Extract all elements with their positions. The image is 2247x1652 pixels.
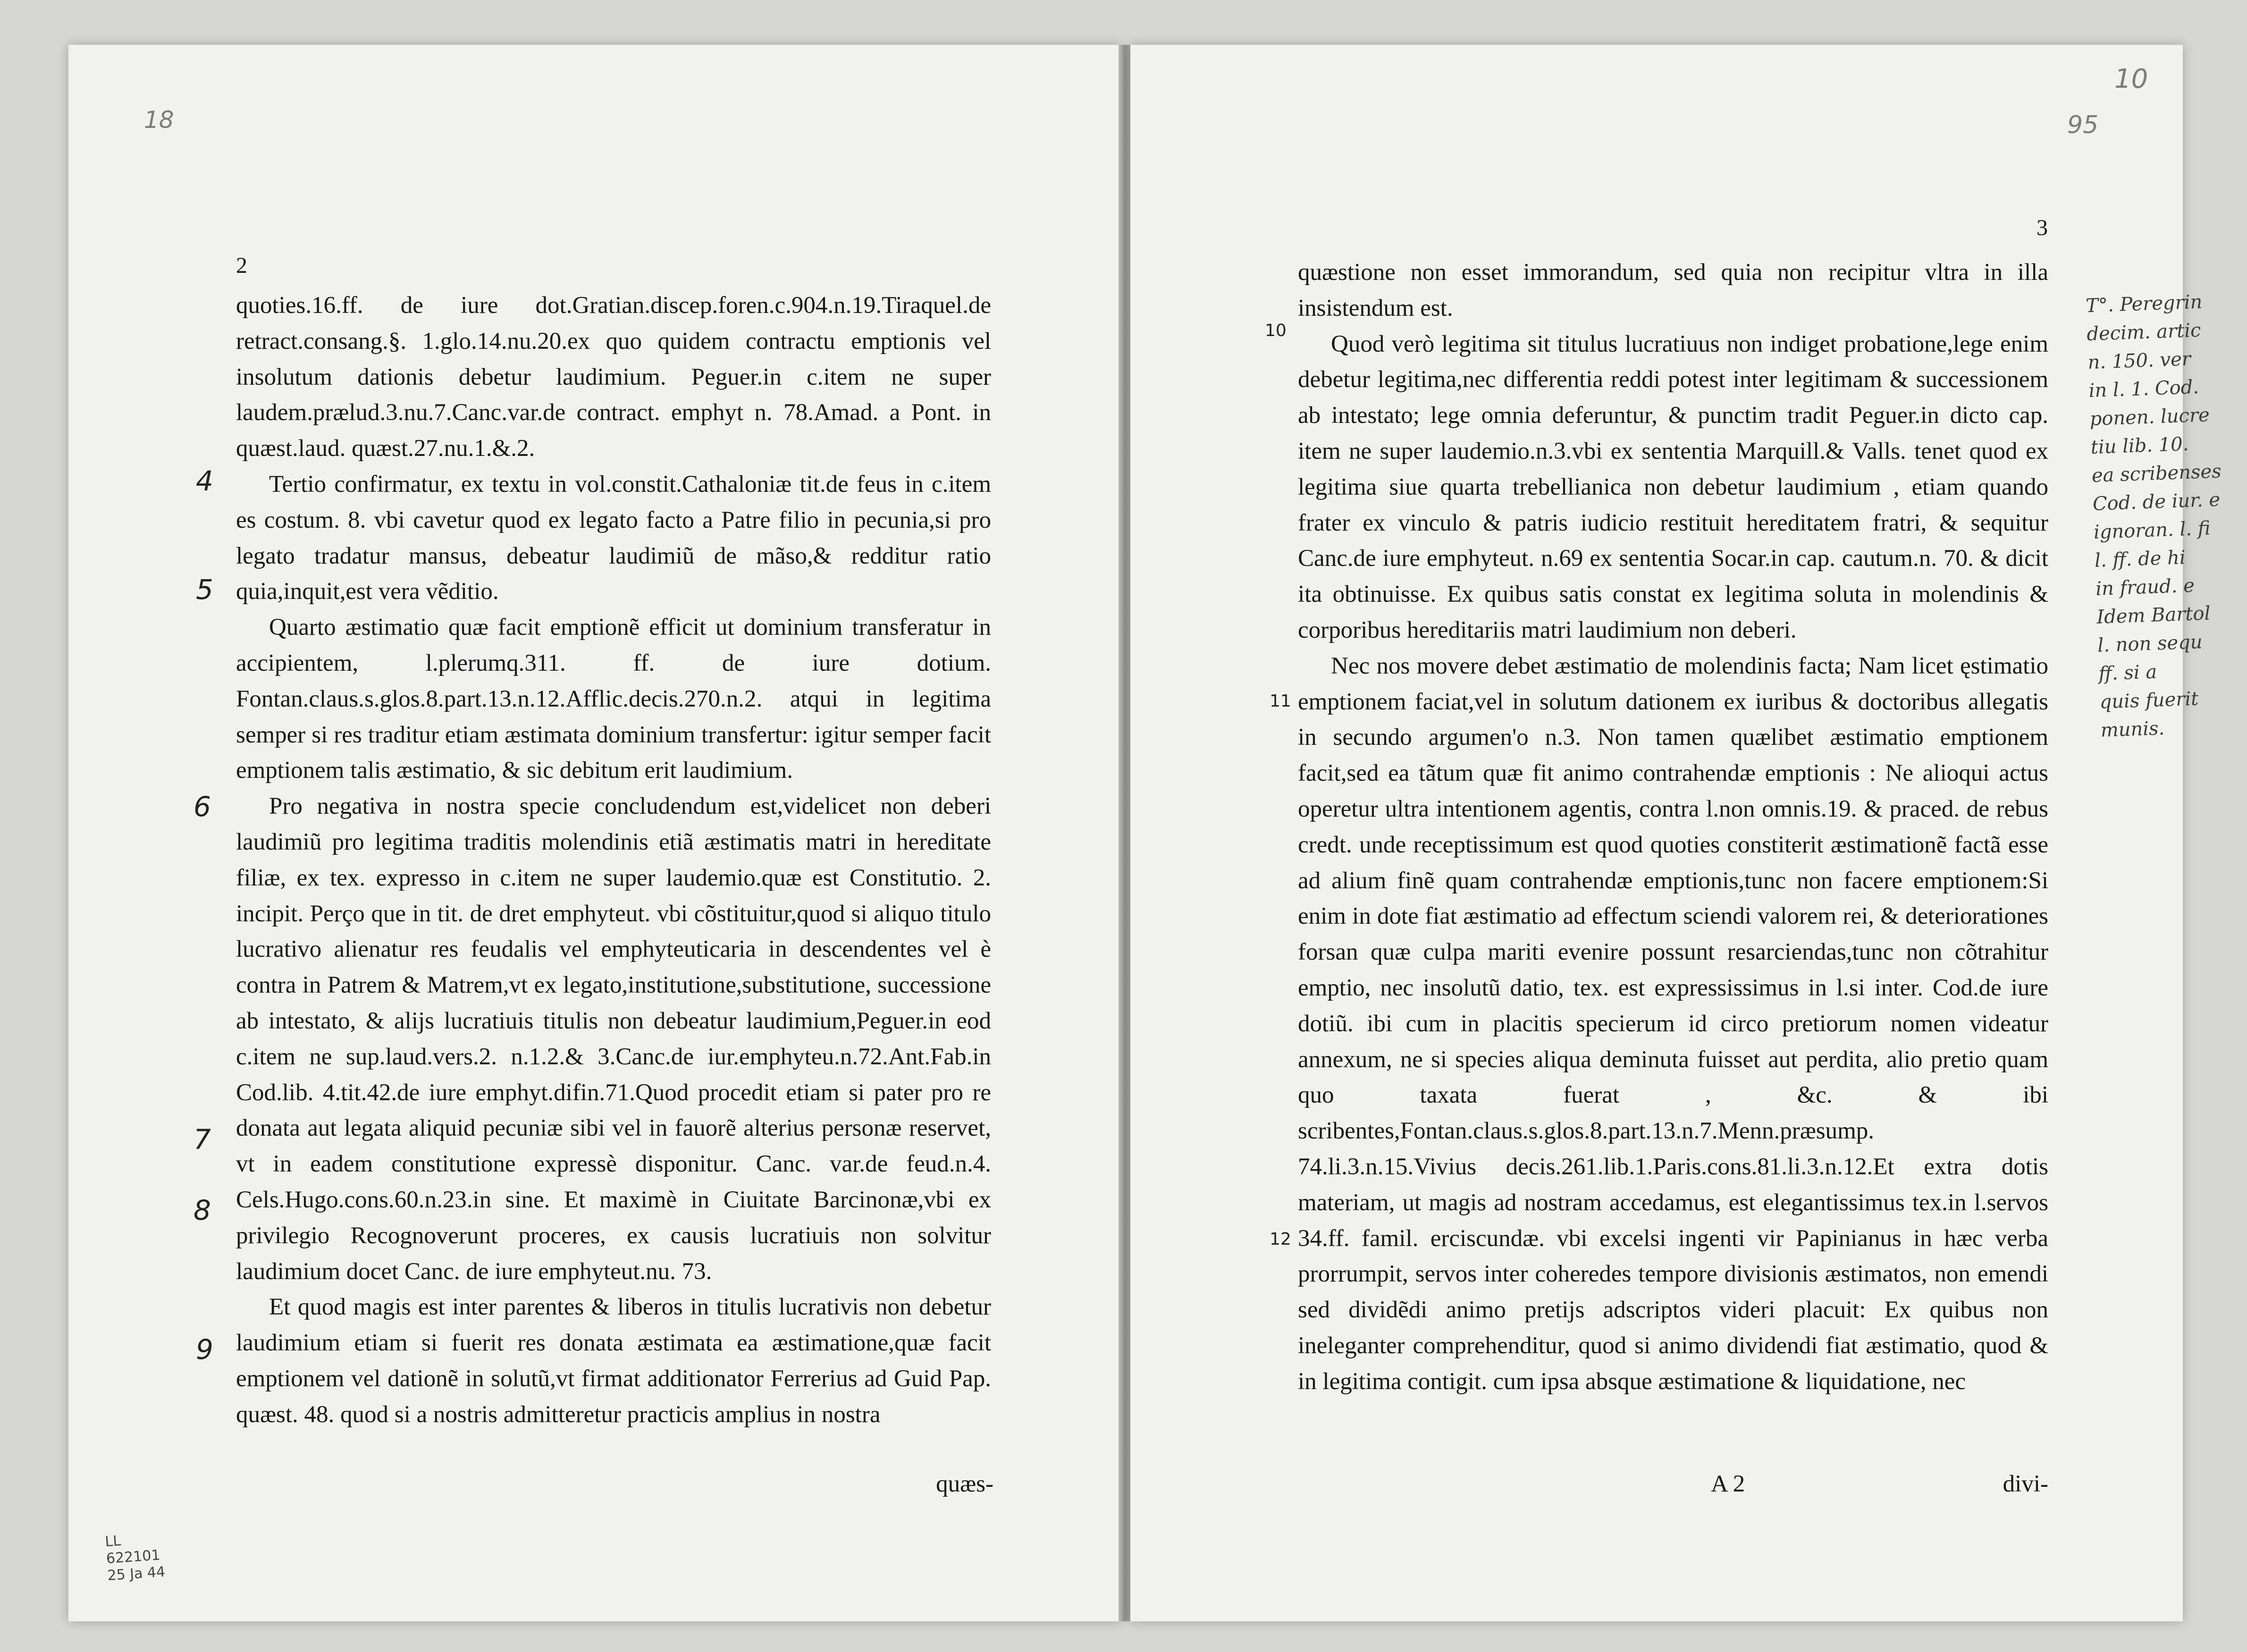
note-line: ignoran. l. fi — [2093, 517, 2211, 544]
note-line: quis fuerit — [2099, 688, 2199, 713]
folio-pencil: 95 — [2067, 111, 2099, 139]
margin-number: 12 — [1270, 1230, 1291, 1249]
right-page — [1130, 45, 2222, 1621]
paragraph: Pro negativa in nostra specie concludendum est,videlicet non deberi laudimiũ pro legitima traditis molendinis etiã æstimatis matri in hereditate filiæ, ex tex. expresso in c.item ne super laudemio.quæ est Constitutio. 2. incipit. Perço que in tit. de dret emphyteut. vbi cõstituitur,quod si aliquo titulo lucrativo alienatur res feudalis vel emphyteuticaria in descendentes vel è contra in Patrem & Matrem,vt ex legato,institutione,substitutione, successione ab intestato, & alijs lucratiuis titulis non debeatur laudimium,Peguer.in eod c.item ne sup.laud.vers.2. n.1.2.& 3.Canc.de iur.emphyteu.n.72.Ant.Fab.in Cod.lib. 4.tit.42.de iure emphyt.difin.71.Quod procedit etiam si pater pro re donata aut legata aliquid pecuniæ sibi vel in fauorẽ alterius personæ reservet, vt in eadem constitutione expressè disponitur. Canc. var.de feud.n.4. Cels.Hugo.cons.60.n.23.in sine. Et maximè in Ciuitate Barcinonæ,vbi ex privilegio Recognoverunt proceres, ex causis lucratiuis non solvitur laudimium docet Canc. de iure emphyteut.nu. 73. — [236, 793, 991, 1285]
right-text-column — [1298, 255, 2048, 1400]
note-line: ponen. lucre — [2089, 404, 2210, 430]
note-line: in fraud. e — [2095, 574, 2195, 600]
margin-number: 8 — [194, 1194, 211, 1226]
left-page — [68, 45, 1121, 1621]
note-line: l. ff. de hi — [2094, 547, 2186, 572]
note-line: ea scribenses — [2091, 460, 2222, 487]
stamp-line: 25 Ja 44 — [107, 1563, 166, 1585]
margin-number: 10 — [1265, 321, 1287, 340]
catchword-right: divi- — [2003, 1471, 2048, 1497]
note-line: tiu lib. 10. — [2090, 433, 2189, 459]
paragraph: Quarto æstimatio quæ facit emptionẽ efficit ut dominium transferatur in accipientem, l.plerumq.311. ff. de iure dotium. Fontan.claus.s.glos.8.part.13.n.12.Afflic.decis.270.n.2. atqui in legitima semper si res traditur etiam æstimata dominium transfertur: igitur semper facit emptionem talis æstimatio, & sic debitum erit laudimium. — [236, 614, 991, 784]
left-text-column — [236, 288, 991, 1433]
note-line: Idem Bartol — [2096, 602, 2211, 628]
note-line: in l. 1. Cod. — [2088, 376, 2199, 402]
library-stamp — [104, 1530, 166, 1585]
page-number-left: 2 — [236, 253, 247, 278]
signature-mark: A 2 — [1711, 1471, 1745, 1497]
margin-number: 6 — [194, 791, 211, 823]
paragraph: quæstione non esset immorandum, sed quia non recipitur vltra in illa insistendum est. — [1298, 259, 2048, 321]
note-line: decim. artic — [2086, 319, 2202, 346]
stamp-line: 622101 — [105, 1547, 161, 1568]
note-line: munis. — [2100, 717, 2165, 742]
note-line: Cod. de iur. e — [2092, 489, 2221, 515]
stamp-line: LL — [104, 1533, 122, 1551]
margin-number: 11 — [1270, 691, 1291, 711]
folio-mark: 10 — [2114, 64, 2148, 94]
page-number-right: 3 — [2037, 215, 2048, 240]
catchword-left: quæs- — [936, 1471, 993, 1497]
margin-number: 4 — [196, 465, 213, 497]
paragraph: Nec nos movere debet æstimatio de molendinis facta; Nam licet ęstimatio emptionem faciat,vel in solutum dationem ex iuribus & doctoribus allegatis in secundo argumen'o n.3. Non tamen quælibet æstimatio emptionem facit,sed ea tãtum quæ fit animo contrahendæ emptionis : Ne alioqui actus operetur ultra intentionem agentis, contra l.non omnis.19. & praced. de rebus credt. unde receptissimum est quod quoties constiterit æstimationẽ factã esse ad alium finẽ quam contrahendæ emptionis,tunc non facere emptionem:Si enim in dote fiat æstimatio ad effectum sciendi valorem rei, & deteriorationes forsan quæ culpa mariti evenire possunt resarciendas,tunc non cõtrahitur emptio, nec insolutũ datio, tex. est expressissimus in l.si inter. Cod.de iure dotiũ. ibi cum in placitis specierum id circo pretiorum nomen videatur annexum, ne si species aliqua deminuta fuisset aut perdita, alio pretio quam quo taxata fuerat , &c. & ibi scribentes,Fontan.claus.s.glos.8.part.13.n.7.Menn.præsump. 74.li.3.n.15.Vivius decis.261.lib.1.Paris.cons.81.li.3.n.12.Et extra dotis materiam, ut magis ad nostram accedamus, est elegantissimus tex.in l.servos 34.ff. famil. erciscundæ. vbi excelsi ingenti vir Papinianus in hæc verba prorrumpit, servos inter coheredes tempore divisionis æstimatos, non emendi sed dividẽdi animo pretijs adscriptos videri placuit: Ex quibus non ineleganter comprehenditur, quod si animo dividendi fiat æstimatio, quod & in legitima contigit. cum ipsa absque æstimatione & liquidatione, nec — [1298, 652, 2048, 1395]
note-line: ff. si a — [2098, 661, 2157, 685]
margin-number: 5 — [196, 573, 213, 606]
note-line: l. non sequ — [2097, 631, 2203, 657]
handwritten-margin-note — [2085, 289, 2222, 745]
paragraph: quoties.16.ff. de iure dot.Gratian.discep.foren.c.904.n.19.Tiraquel.de retract.consang.§. 1.glo.14.nu.20.ex quo quidem contractu emptionis vel insolutum dationis debetur laudimium. Peguer.in c.item ne super laudem.prælud.3.nu.7.Canc.var.de contract. emphyt n. 78.Amad. a Pont. in quæst.laud. quæst.27.nu.1.&.2. — [236, 292, 991, 462]
paragraph: Quod verò legitima sit titulus lucratiuus non indiget probatione,lege enim debetur legitima,nec differentia reddi potest inter legitimam & successionem ab intestato; lege omnia deferuntur, & punctim tradit Peguer.in dicto cap. item ne super laudemio.n.3.vbi ex sententia Marquill.& Valls. tenet quod ex legitima siue quarta trebellianica non debetur laudimium , etiam quando frater ex vinculo & patris iudicio restituit hereditatem fratri, & sequitur Canc.de iure emphyteut. n.69 ex sententia Socar.in cap. cautum.n. 70. & dicit ita obtinuisse. Ex quibus satis constat ex legitima soluta in molendinis & corporibus hereditariis matri laudimium non deberi. — [1298, 330, 2048, 643]
note-line: n. 150. ver — [2087, 348, 2191, 374]
paragraph: Et quod magis est inter parentes & liberos in titulis lucrativis non debetur laudimium etiam si fuerit res donata æstimata ea æstimatione,quæ facit emptionem vel dationẽ in solutũ,vt firmat additionator Ferrerius ad Guid Pap. quæst. 48. quod si a nostris admitteretur practicis amplius in nostra — [236, 1294, 991, 1428]
corner-mark: 18 — [144, 106, 174, 134]
note-line: T°. Peregrin — [2085, 291, 2203, 317]
paragraph: Tertio confirmatur, ex textu in vol.constit.Cathaloniæ tit.de feus in c.item es costum. 8. vbi cavetur quod ex legato facto a Patre filio in pecunia,si pro legato tradatur mansus, debeatur laudimiũ de mãso,& redditur ratio quia,inquit,est vera vẽditio. — [236, 471, 991, 605]
margin-number: 9 — [196, 1333, 213, 1365]
margin-number: 7 — [194, 1123, 211, 1155]
